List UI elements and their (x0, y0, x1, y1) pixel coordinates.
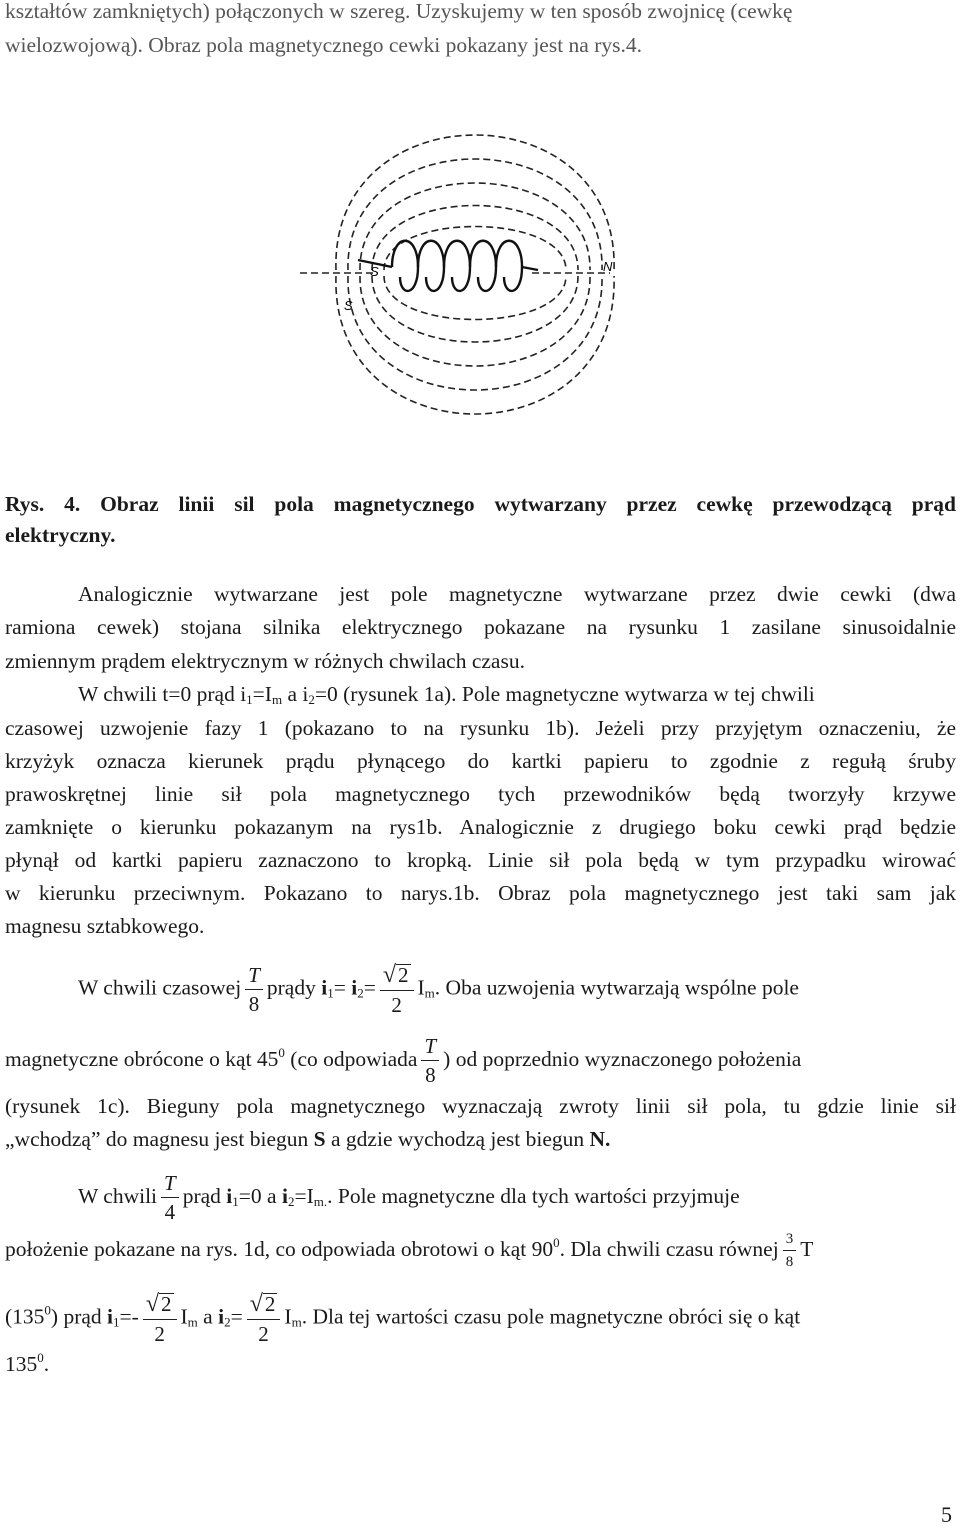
p3-line-3: (rysunek 1c). Bieguny pola magnetycznego wyznaczają zwroty linii sił pola, tu gdzie linie sił (5, 1094, 956, 1118)
coil-label-s-outer: S (344, 298, 353, 313)
p1-line-2: ramiona cewek) stojana silnika elektrycznego pokazane na rysunku 1 zasilane sinusoidalnie (5, 615, 956, 639)
coil-winding-2 (418, 241, 444, 291)
top-text-line-2: wielozwojową). Obraz pola magnetycznego cewki pokazany jest na rys.4. (5, 33, 643, 57)
figure-caption-line-1: Rys. 4. Obraz linii sil pola magnetycznego wytwarzany przez cewkę przewodzącą prąd (5, 492, 956, 516)
coil-label-s-inner: S (370, 264, 379, 279)
p1-line-1: Analogicznie wytwarzane jest pole magnetyczne wytwarzane przez dwie cewki (dwa (78, 582, 956, 606)
fraction-t-over-8: $\frac{T}{8}$ (245, 965, 263, 1015)
fraction-t-over-8-second: $\frac{T}{8}$ (421, 1036, 439, 1086)
p3-line-4: „wchodzą” do magnesu jest biegun S a gdzie wychodzą jest biegun N. (5, 1127, 611, 1151)
p3-line-2: magnetyczne obrócone o kąt $45^0$ (co odpowiada $\frac{T}{8}$ ) od poprzednio wyznaczonego położenia (5, 1034, 802, 1087)
fraction-t-over-4: $\frac{T}{4}$ (161, 1173, 179, 1223)
p2-line-5: zamknięte o kierunku pokazanym na rys1b. Analogicznie z drugiego boku cewki prąd będzie (5, 815, 956, 839)
figure-caption-line-2: elektryczny. (5, 523, 116, 547)
field-line-bottom-4 (348, 276, 602, 390)
p2-line-2: czasowej uzwojenie fazy 1 (pokazano to na rysunku 1b). Jeżeli przy przyjętym oznaczeniu, że (5, 716, 956, 740)
fraction-3-over-8: $\frac{3}{8}$ (783, 1232, 797, 1270)
radical-sign-icon: √ (145, 1291, 159, 1317)
p4-line-4: $135^0$. (5, 1350, 50, 1376)
p3-line-1: W chwili czasowej $\frac{T}{8}$ prądy $i_1= i_2=$ $\frac{√2}{2}$ $I_m$. Oba uzwojenia wytwarzają wspólne pole (78, 962, 799, 1017)
p4-line-2: położenie pokazane na rys. 1d, co odpowiada obrotowi o kąt $90^0$. Dla chwili czasu równej $\frac{3}{8}$ T (5, 1231, 814, 1271)
fraction-sqrt2-over-2: $\frac{√2}{2}$ (380, 963, 414, 1016)
page-number: 5 (941, 1502, 952, 1527)
p2-line-6: płynął od kartki papieru zaznaczono to kropką. Linie sił pola będą w tym przypadku wirować (5, 848, 956, 872)
p2-line-8: magnesu sztabkowego. (5, 914, 205, 938)
field-line-top-1 (384, 227, 566, 271)
radical-sign-icon: √ (382, 962, 396, 988)
coil-winding-4 (470, 241, 496, 291)
fraction-sqrt2-over-2-negative: $\frac{√2}{2}$ (143, 1292, 177, 1345)
coil-winding-3 (444, 241, 470, 291)
field-line-bottom-5 (336, 276, 614, 414)
p1-line-3: zmiennym prądem elektrycznym w różnych chwilach czasu. (5, 649, 525, 673)
p4-line-3: $(135^0)$ prąd $i_1=-$ $\frac{√2}{2}$ $I_m$ a $i_2=$ $\frac{√2}{2}$ $I_m$. Dla tej wartości czasu pole magnetyczne obróci się o kąt (5, 1291, 801, 1346)
top-text-line-1: kształtów zamkniętych) połączonych w szereg. Uzyskujemy w ten sposób zwojnicę (cewkę (5, 0, 793, 23)
fraction-sqrt2-over-2-positive: $\frac{√2}{2}$ (247, 1292, 281, 1345)
field-line-top-3 (360, 183, 590, 270)
field-line-top-5 (336, 135, 614, 270)
field-line-top-4 (348, 159, 602, 270)
p4-line-1: W chwili $\frac{T}{4}$ prąd $i_1=0$ a $i_2=I_{m.}$. Pole magnetyczne dla tych wartości przyjmuje (78, 1171, 740, 1224)
coil-winding-1 (392, 241, 418, 291)
p2-line-7: w kierunku przeciwnym. Pokazano to narys.1b. Obraz pola magnetycznego jest taki sam jak (5, 881, 956, 905)
coil-field-figure (300, 92, 650, 472)
p2-line-4: prawoskrętnej linie sił pola magnetycznego tych przewodników będą tworzyły krzywe (5, 782, 956, 806)
field-line-bottom-3 (360, 276, 590, 366)
radical-sign-icon: √ (249, 1291, 263, 1317)
p2-line-1: W chwili t=0 prąd $i_1=I_m$ a $i_2=0$ (rysunek 1a). Pole magnetyczne wytwarza w tej chwili (78, 682, 815, 707)
field-line-bottom-1 (384, 276, 566, 320)
coil-winding-5 (496, 241, 522, 291)
coil-lead-right (522, 267, 538, 270)
p2-line-3: krzyżyk oznacza kierunek prądu płynącego do kartki papieru to zgodnie z regułą śruby (5, 749, 956, 773)
coil-label-n: N (603, 259, 613, 274)
field-line-bottom-2 (372, 276, 578, 342)
field-line-top-2 (372, 206, 578, 271)
